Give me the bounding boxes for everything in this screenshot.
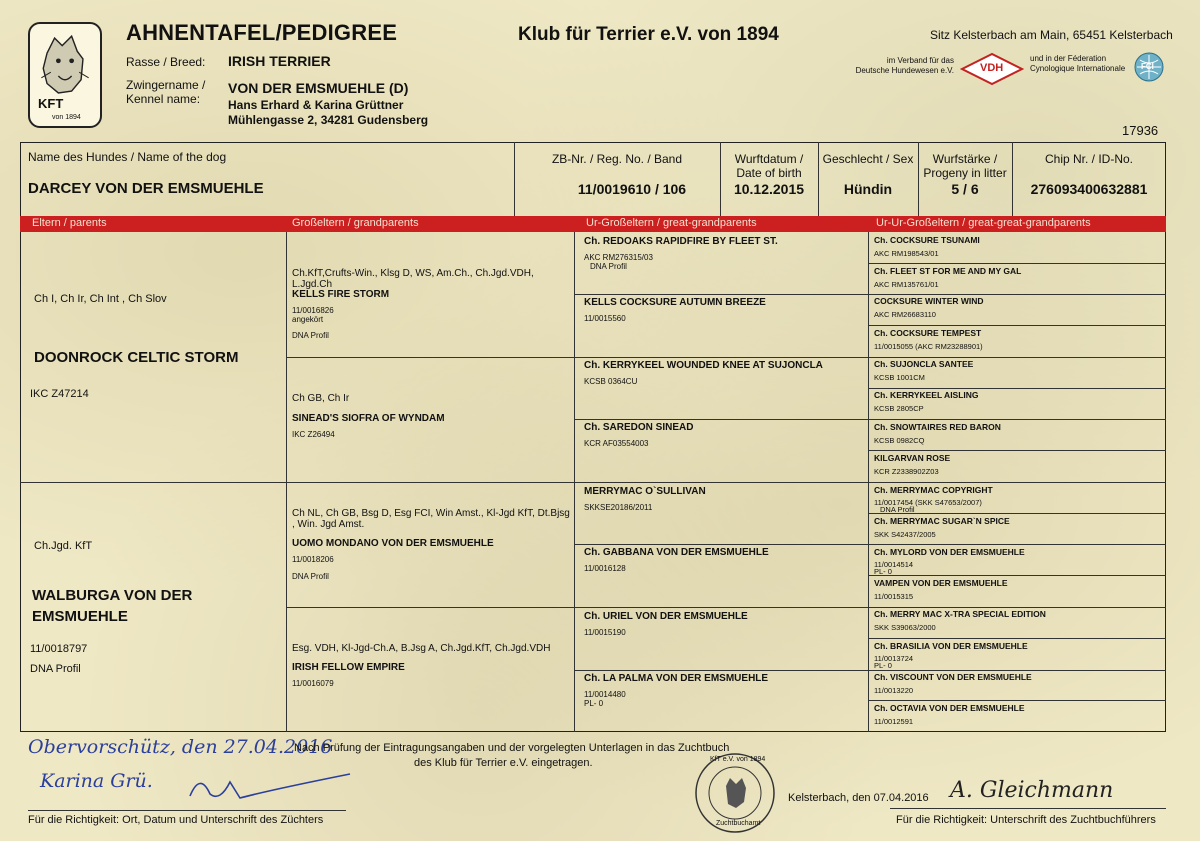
divider	[286, 607, 1166, 608]
ggp-5-reg: SKKSE20186/2011	[584, 503, 653, 512]
divider	[286, 357, 1166, 358]
document-number: 17936	[1122, 123, 1159, 138]
column-header-grandparents: Großeltern / grandparents	[292, 217, 419, 229]
gp-3-name: UOMO MONDANO VON DER EMSMUEHLE	[292, 538, 494, 549]
gp-1-titles: Ch.KfT,Crufts-Win., Klsg D, WS, Am.Ch., Ch.Jgd.VDH, L.Jgd.Ch	[292, 268, 534, 290]
ggp-2-name: KELLS COCKSURE AUTUMN BREEZE	[584, 297, 766, 308]
breeder-signature-line	[28, 810, 346, 811]
fci-text-line-2: Cynologique Internationale	[1030, 64, 1126, 73]
gp-4-reg: 11/0016079	[292, 679, 334, 688]
ggp-4-name: Ch. SAREDON SINEAD	[584, 422, 694, 433]
kennel-label-2: Kennel name:	[126, 92, 201, 106]
gp-2-reg: IKC Z26494	[292, 430, 335, 439]
fci-text-line-1: und in der Féderation	[1030, 54, 1107, 63]
gggp-4-reg: 11/0015055 (AKC RM23288901)	[874, 342, 983, 351]
stamp-bottom-text: Zuchtbuchamt	[716, 820, 761, 827]
divider	[868, 575, 1166, 576]
club-logo	[28, 22, 102, 128]
ggp-8-extra: PL- 0	[584, 699, 604, 708]
vdh-text-line-1: im Verband für das	[886, 56, 954, 65]
dam-dna: DNA Profil	[30, 663, 81, 675]
ggp-8-reg: 11/0014480	[584, 690, 626, 699]
divider	[574, 670, 1166, 671]
fci-logo	[1134, 52, 1164, 82]
gggp-12-name: VAMPEN VON DER EMSMUEHLE	[874, 578, 1008, 588]
divider	[868, 263, 1166, 264]
vdh-text-line-2: Deutsche Hundewesen e.V.	[855, 66, 954, 75]
document-title: AHNENTAFEL/PEDIGREE	[126, 20, 398, 45]
gp-2-name: SINEAD'S SIOFRA OF WYNDAM	[292, 413, 445, 424]
sex-value: Hündin	[843, 181, 893, 197]
breed-value: IRISH TERRIER	[228, 53, 331, 69]
gp-1-name: KELLS FIRE STORM	[292, 289, 390, 300]
ggp-1-name: Ch. REDOAKS RAPIDFIRE BY FLEET ST.	[584, 236, 778, 247]
sire-titles: Ch I, Ch Ir, Ch Int , Ch Slov	[34, 293, 167, 305]
gp-4-titles: Esg. VDH, Kl-Jgd-Ch.A, B.Jsg A, Ch.Jgd.KfT, Ch.Jgd.VDH	[292, 643, 551, 654]
gggp-8-name: KILGARVAN ROSE	[874, 453, 951, 463]
gggp-10-reg: SKK S42437/2005	[874, 530, 936, 539]
breeder-caption: Für die Richtigkeit: Ort, Datum und Unterschrift des Züchters	[28, 814, 324, 826]
gp-2-titles: Ch GB, Ch Ir	[292, 393, 350, 404]
ggp-3-name: Ch. KERRYKEEL WOUNDED KNEE AT SUJONCLA	[584, 360, 823, 371]
litter-label-2: Progeny in litter	[923, 166, 1007, 180]
gggp-8-reg: KCR Z2338902Z03	[874, 467, 939, 476]
vdh-logo	[960, 52, 1024, 86]
gggp-4-name: Ch. COCKSURE TEMPEST	[874, 328, 982, 338]
breeder-signature: Karina Grü.	[40, 770, 153, 792]
gp-3-extra-1: DNA Profil	[292, 572, 329, 581]
gggp-16-reg: 11/0012591	[874, 717, 914, 726]
ggp-3-reg: KCSB 0364CU	[584, 377, 638, 386]
chip-value: 276093400632881	[1030, 181, 1148, 197]
sire-reg: IKC Z47214	[30, 388, 89, 400]
club-name: Klub für Terrier e.V. von 1894	[518, 24, 779, 45]
reg-value: 11/0019610 / 106	[577, 181, 687, 197]
gp-1-extra-2: DNA Profil	[292, 331, 329, 340]
reg-label: ZB-Nr. / Reg. No. / Band	[551, 152, 683, 166]
gggp-2-reg: AKC RM135761/01	[874, 280, 939, 289]
litter-value: 5 / 6	[951, 181, 979, 197]
breeder-place-date-handwritten: Obervorschütz, den 27.04.2016	[28, 736, 333, 758]
kennel-owner: Hans Erhard & Karina Grüttner	[228, 98, 404, 112]
gggp-9-extra: DNA Profil	[880, 505, 915, 514]
column-header-bar	[20, 216, 1166, 232]
chip-label: Chip Nr. / ID-No.	[1044, 152, 1134, 166]
sire-name: DOONROCK CELTIC STORM	[34, 349, 239, 366]
gggp-15-reg: 11/0013220	[874, 686, 914, 695]
gggp-5-reg: KCSB 1001CM	[874, 373, 925, 382]
divider	[868, 450, 1166, 451]
divider	[574, 544, 1166, 545]
gggp-9-name: Ch. MERRYMAC COPYRIGHT	[874, 485, 993, 495]
gggp-11-name: Ch. MYLORD VON DER EMSMUEHLE	[874, 547, 1025, 557]
gggp-5-name: Ch. SUJONCLA SANTEE	[874, 359, 974, 369]
gggp-13-name: Ch. MERRY MAC X-TRA SPECIAL EDITION	[874, 609, 1046, 619]
ggp-1-reg: AKC RM276315/03	[584, 253, 653, 262]
dog-name: DARCEY VON DER EMSMUEHLE	[28, 180, 264, 197]
gggp-2-name: Ch. FLEET ST FOR ME AND MY GAL	[874, 266, 1022, 276]
kennel-value: VON DER EMSMUEHLE (D)	[228, 80, 409, 96]
ggp-4-reg: KCR AF03554003	[584, 439, 649, 448]
studbook-caption: Für die Richtigkeit: Unterschrift des Zuchtbuchführers	[896, 814, 1156, 826]
gggp-1-reg: AKC RM198543/01	[874, 249, 939, 258]
logo-text: KFT	[38, 96, 64, 111]
column-header-great-great-grandparents: Ur-Ur-Großeltern / great-great-grandparents	[876, 217, 1091, 229]
gggp-14-extra: PL- 0	[874, 661, 892, 670]
divider	[868, 700, 1166, 701]
dob-value: 10.12.2015	[733, 181, 805, 197]
dog-name-label: Name des Hundes / Name of the dog	[28, 150, 227, 164]
ggp-6-reg: 11/0016128	[584, 564, 626, 573]
sex-label: Geschlecht / Sex	[822, 152, 914, 166]
gggp-1-name: Ch. COCKSURE TSUNAMI	[874, 235, 980, 245]
studbook-place-date: Kelsterbach, den 07.04.2016	[788, 792, 929, 804]
ggp-8-name: Ch. LA PALMA VON DER EMSMUEHLE	[584, 673, 769, 684]
ggp-5-name: MERRYMAC O`SULLIVAN	[584, 486, 706, 497]
gggp-7-reg: KCSB 0982CQ	[874, 436, 925, 445]
gggp-13-reg: SKK S39063/2000	[874, 623, 936, 632]
kennel-address: Mühlengasse 2, 34281 Gudensberg	[228, 113, 429, 127]
column-header-parents: Eltern / parents	[32, 217, 107, 229]
gp-1-reg: 11/0016826	[292, 306, 334, 315]
gp-1-extra-1: angekört	[292, 315, 324, 324]
studbook-signature-line	[890, 808, 1166, 809]
gggp-12-reg: 11/0015315	[874, 592, 914, 601]
kennel-label-1: Zwingername /	[126, 78, 206, 92]
divider	[868, 388, 1166, 389]
divider	[868, 325, 1166, 326]
divider	[20, 482, 1166, 483]
breed-label: Rasse / Breed:	[126, 55, 206, 69]
vdh-logo-text: VDH	[980, 62, 1004, 74]
column-header-great-grandparents: Ur-Großeltern / great-grandparents	[586, 217, 757, 229]
dob-label-1: Wurftdatum /	[734, 152, 804, 166]
divider	[574, 294, 1166, 295]
ggp-6-name: Ch. GABBANA VON DER EMSMUEHLE	[584, 547, 769, 558]
dob-label-2: Date of birth	[736, 166, 802, 180]
gggp-6-name: Ch. KERRYKEEL AISLING	[874, 390, 979, 400]
gp-4-name: IRISH FELLOW EMPIRE	[292, 662, 405, 673]
confirmation-line-1: Nach Prüfung der Eintragungsangaben und der vorgelegten Unterlagen in das Zuchtbuch	[294, 742, 730, 754]
confirmation-line-2: des Klub für Terrier e.V. eingetragen.	[414, 757, 593, 769]
gggp-3-reg: AKC RM26683110	[874, 310, 936, 319]
divider	[574, 419, 1166, 420]
dam-titles: Ch.Jgd. KfT	[34, 540, 93, 552]
gggp-14-name: Ch. BRASILIA VON DER EMSMUEHLE	[874, 641, 1028, 651]
stamp-top-text: KfT e.V. von 1894	[710, 756, 766, 763]
gggp-16-name: Ch. OCTAVIA VON DER EMSMUEHLE	[874, 703, 1025, 713]
ggp-2-reg: 11/0015560	[584, 314, 626, 323]
fci-logo-text: FCI	[1141, 62, 1154, 71]
gggp-11-extra: PL- 0	[874, 567, 892, 576]
logo-year: von 1894	[52, 114, 81, 121]
club-seat: Sitz Kelsterbach am Main, 65451 Kelsterbach	[930, 28, 1173, 42]
divider	[868, 638, 1166, 639]
gp-3-titles: Ch NL, Ch GB, Bsg D, Esg FCI, Win Amst., Kl-Jgd KfT, Dt.Bjsg , Win. Jgd Amst.	[292, 508, 570, 530]
gggp-14-reg: 11/0013724	[874, 654, 914, 663]
gggp-9-reg: 11/0017454 (SKK S47653/2007)	[874, 498, 982, 507]
gggp-6-reg: KCSB 2805CP	[874, 404, 924, 413]
ggp-7-reg: 11/0015190	[584, 628, 626, 637]
ggp-7-name: Ch. URIEL VON DER EMSMUEHLE	[584, 611, 748, 622]
breeder-signature-stroke	[180, 768, 360, 808]
dam-name: WALBURGA VON DER EMSMUEHLE	[32, 587, 193, 625]
gggp-3-name: COCKSURE WINTER WIND	[874, 296, 984, 306]
studbook-stamp	[694, 752, 776, 834]
studbook-signature: A. Gleichmann	[950, 778, 1114, 803]
gggp-11-reg: 11/0014514	[874, 560, 914, 569]
vdh-membership-text	[848, 56, 954, 76]
dam-reg: 11/0018797	[30, 643, 88, 655]
gp-3-reg: 11/0018206	[292, 555, 334, 564]
fci-membership-text	[1030, 54, 1140, 74]
gggp-15-name: Ch. VISCOUNT VON DER EMSMUEHLE	[874, 672, 1032, 682]
litter-label-1: Wurfstärke /	[932, 152, 998, 166]
gggp-7-name: Ch. SNOWTAIRES RED BARON	[874, 422, 1001, 432]
ggp-1-extra: DNA Profil	[590, 262, 627, 271]
gggp-10-name: Ch. MERRYMAC SUGAR`N SPICE	[874, 516, 1010, 526]
